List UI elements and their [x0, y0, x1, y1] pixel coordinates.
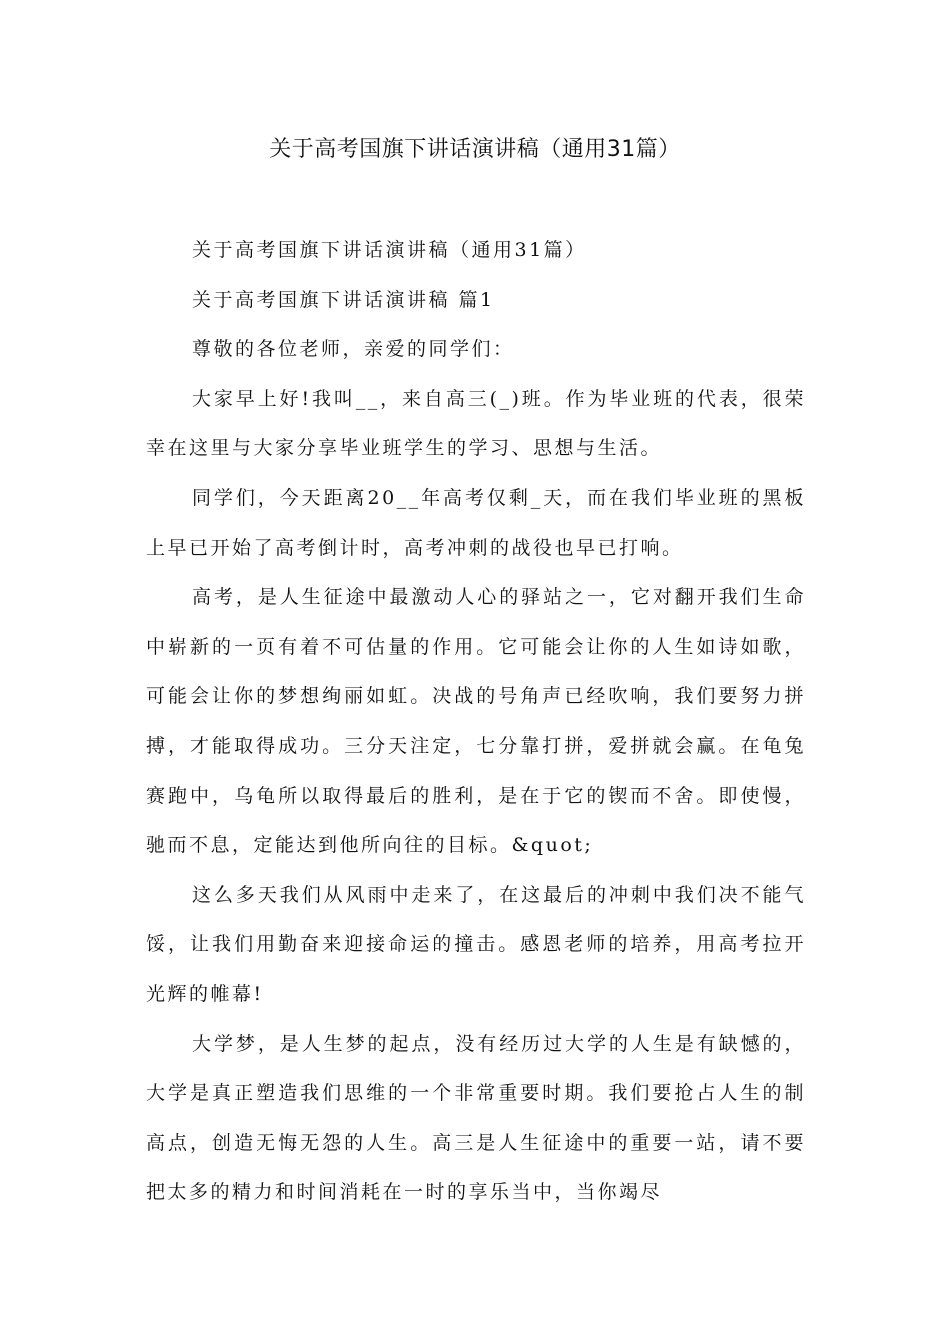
- paragraph-countdown: 同学们，今天距离20__年高考仅剩_天，而在我们毕业班的黑板上早已开始了高考倒计时，高考冲刺的战役也早已打响。: [146, 486, 806, 559]
- paragraph-university-dream: 大学梦，是人生梦的起点，没有经历过大学的人生是有缺憾的，大学是真正塑造我们思维的一个非常重要时期。我们要抢占人生的制高点，创造无悔无怨的人生。高三是人生征途中的重要一站，请不要把太多的精力和时间消耗在一时的享乐当中，当你竭尽: [146, 1032, 806, 1204]
- paragraph-section-heading: 关于高考国旗下讲话演讲稿 篇1: [192, 288, 495, 311]
- paragraph-salutation: 尊敬的各位老师，亲爱的同学们：: [192, 338, 515, 361]
- document-title: 关于高考国旗下讲话演讲稿（通用31篇）: [269, 137, 681, 162]
- paragraph-perseverance: 这么多天我们从风雨中走来了，在这最后的冲刺中我们决不能气馁，让我们用勤奋来迎接命运的撞击。感恩老师的培养，用高考拉开光辉的帷幕!: [146, 883, 806, 1005]
- paragraph-significance: 高考，是人生征途中最激动人心的驿站之一，它对翻开我们生命中崭新的一页有着不可估量的作用。它可能会让你的人生如诗如歌，可能会让你的梦想绚丽如虹。决战的号角声已经吹响，我们要努力拼搏，才能取得成功。三分天注定，七分靠打拼，爱拼就会赢。在龟兔赛跑中，乌龟所以取得最后的胜利，是在于它的锲而不舍。即使慢，驰而不息，定能达到他所向往的目标。&quot;: [146, 586, 806, 857]
- paragraph-subtitle: 关于高考国旗下讲话演讲稿（通用31篇）: [192, 239, 587, 261]
- document-body: [146, 226, 806, 1218]
- paragraph-introduction: 大家早上好!我叫__，来自高三(_)班。作为毕业班的代表，很荣幸在这里与大家分享毕业班学生的学习、思想与生活。: [146, 387, 806, 460]
